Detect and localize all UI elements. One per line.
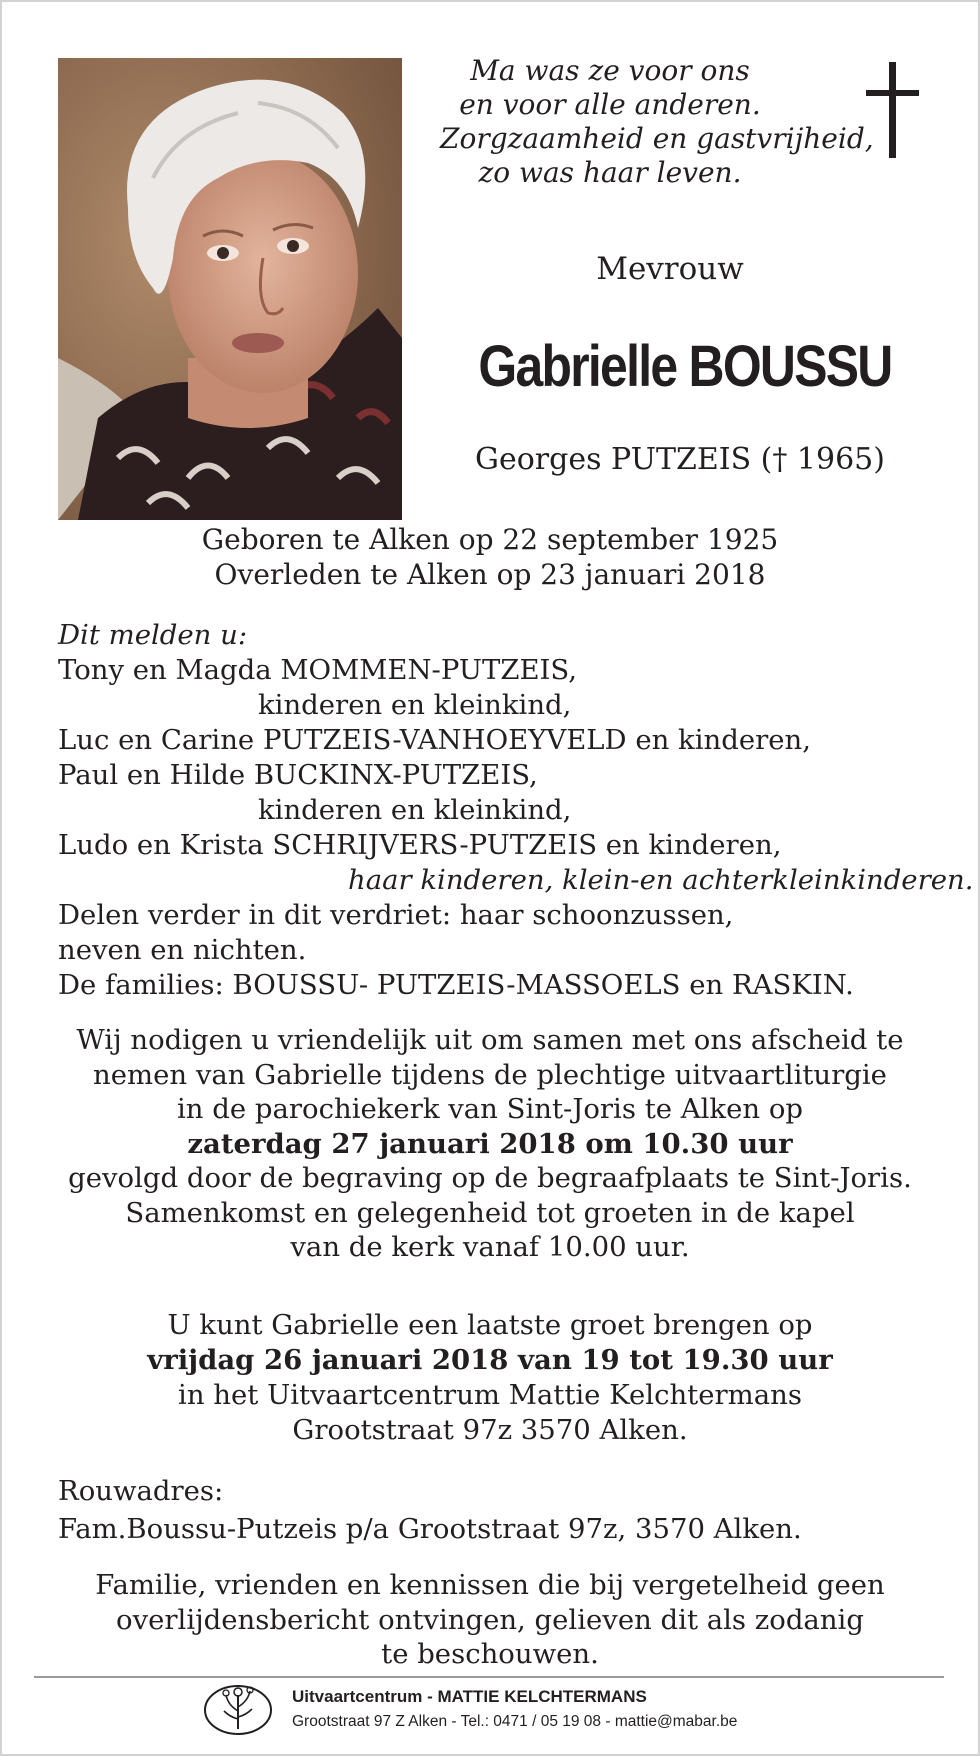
closing-note <box>30 1568 950 1672</box>
poem-line: en voor alle anderen. <box>459 88 761 121</box>
invitation-line: Wij nodigen u vriendelijk uit om samen met ons afscheid te <box>76 1024 904 1056</box>
poem-line: Ma was ze voor ons <box>470 54 750 87</box>
family-announcement <box>58 618 974 1003</box>
spouse-line: Georges PUTZEIS († 1965) <box>475 442 885 477</box>
family-line: neven en nichten. <box>58 934 307 966</box>
honorific: Mevrouw <box>596 251 744 287</box>
death-line: Overleden te Alken op 23 januari 2018 <box>214 558 766 591</box>
funeral-invitation <box>30 1023 950 1265</box>
funeral-date: zaterdag 27 januari 2018 om 10.30 uur <box>187 1127 793 1160</box>
funeral-home-contact: Grootstraat 97 Z Alken - Tel.: 0471 / 05 19 08 - mattie@mabar.be <box>292 1713 738 1730</box>
invitation-line: nemen van Gabrielle tijdens de plechtige uitvaartliturgie <box>93 1058 887 1091</box>
address-value: Fam.Boussu-Putzeis p/a Grootstraat 97z, 3570 Alken. <box>58 1513 802 1545</box>
portrait-photo <box>58 58 402 520</box>
family-line: Luc en Carine PUTZEIS-VANHOEYVELD en kinderen, <box>58 724 811 756</box>
visitation-info <box>30 1308 950 1448</box>
invitation-line: gevolgd door de begraving op de begraafplaats te Sint-Joris. <box>68 1162 912 1194</box>
invitation-line: Samenkomst en gelegenheid tot groeten in de kapel <box>125 1196 855 1229</box>
visitation-line: in het Uitvaartcentrum Mattie Kelchtermans <box>178 1379 802 1411</box>
closing-line: te beschouwen. <box>381 1638 599 1670</box>
funeral-home-name: Uitvaartcentrum - MATTIE KELCHTERMANS <box>292 1687 647 1706</box>
poem-line: Zorgzaamheid en gastvrijheid, <box>440 122 874 155</box>
visitation-date: vrijdag 26 januari 2018 van 19 tot 19.30 uur <box>147 1344 833 1376</box>
cross-icon <box>862 62 924 158</box>
poem-line: zo was haar leven. <box>478 156 742 189</box>
visitation-line: U kunt Gabrielle een laatste groet brengen op <box>167 1309 813 1341</box>
closing-line: overlijdensbericht ontvingen, gelieven dit als zodanig <box>116 1603 864 1636</box>
family-line: Ludo en Krista SCHRIJVERS-PUTZEIS en kinderen, <box>58 829 782 861</box>
closing-line: Familie, vrienden en kennissen die bij vergetelheid geen <box>95 1569 885 1601</box>
family-line: Paul en Hilde BUCKINX-PUTZEIS, <box>58 759 538 791</box>
family-line: haar kinderen, klein-en achterkleinkinderen. <box>348 864 974 896</box>
family-line: Tony en Magda MOMMEN-PUTZEIS, <box>58 654 578 686</box>
visitation-line: Grootstraat 97z 3570 Alken. <box>292 1414 688 1446</box>
birth-line: Geboren te Alken op 22 september 1925 <box>201 523 779 556</box>
family-line: Delen verder in dit verdriet: haar schoonzussen, <box>58 899 734 931</box>
family-line: De families: BOUSSU- PUTZEIS-MASSOELS en RASKIN. <box>58 969 854 1001</box>
announcement-intro: Dit melden u: <box>58 619 248 651</box>
family-line: kinderen en kleinkind, <box>258 794 572 826</box>
footer-divider <box>34 1676 944 1678</box>
address-label: Rouwadres: <box>58 1475 224 1507</box>
memorial-poem <box>440 54 874 190</box>
invitation-line: van de kerk vanaf 10.00 uur. <box>290 1231 690 1263</box>
family-line: kinderen en kleinkind, <box>258 689 572 721</box>
funeral-home-logo <box>202 1681 274 1737</box>
deceased-name: Gabrielle BOUSSU <box>478 334 892 399</box>
mourning-address <box>58 1472 958 1548</box>
life-dates <box>60 522 920 592</box>
invitation-line: in de parochiekerk van Sint-Joris te Alken op <box>177 1093 803 1125</box>
